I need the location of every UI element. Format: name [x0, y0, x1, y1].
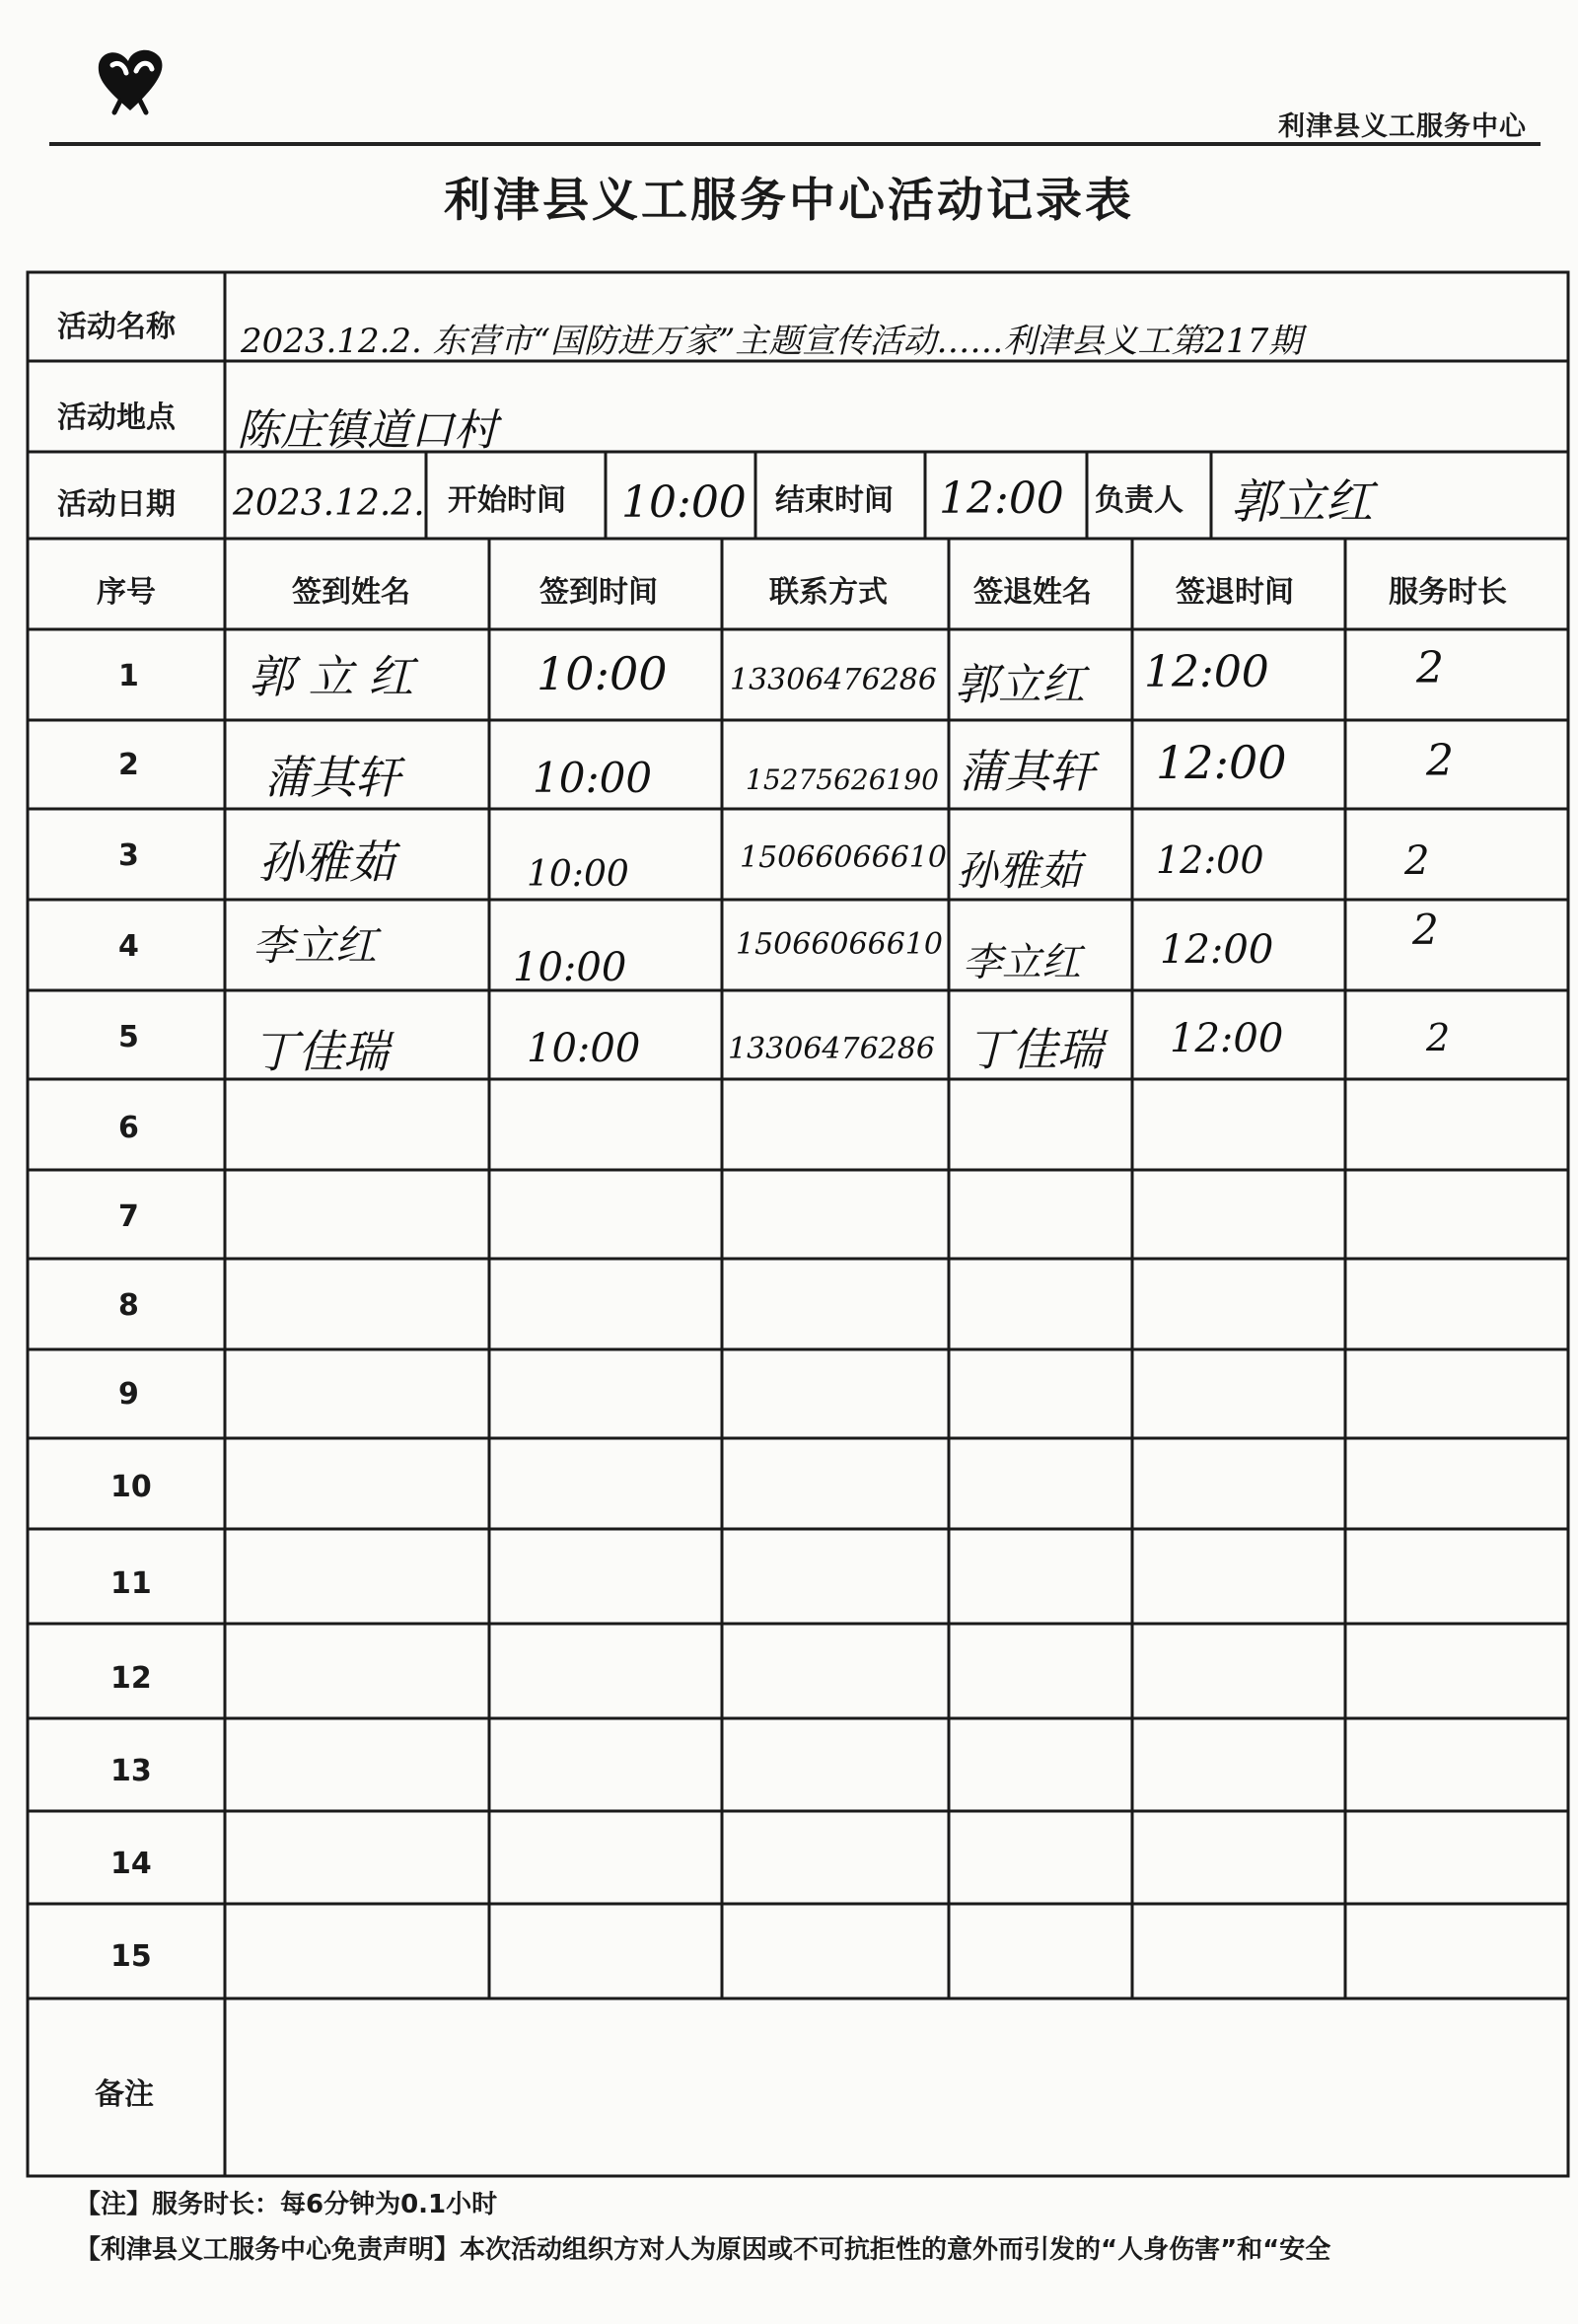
- leader-value: 郭立红: [1231, 474, 1374, 530]
- row-signin-time: 10:00: [537, 647, 668, 700]
- row-no: 13: [110, 1754, 152, 1788]
- remark-label: 备注: [95, 2077, 154, 2112]
- row-no: 3: [118, 838, 139, 873]
- row-no: 12: [110, 1661, 152, 1696]
- activity-place-value: 陈庄镇道口村: [237, 405, 497, 456]
- page-title: 利津县义工服务中心活动记录表: [444, 174, 1134, 228]
- row-signout-time: 12:00: [1156, 838, 1264, 882]
- row-signout-time: 12:00: [1160, 927, 1274, 973]
- row-signout-time: 12:00: [1156, 736, 1287, 789]
- row-phone: 15066066610: [736, 927, 943, 962]
- row-signout-name: 蒲其轩: [959, 745, 1095, 798]
- row-phone: 15066066610: [740, 840, 947, 875]
- row-signout-time: 12:00: [1170, 1016, 1284, 1061]
- row-phone: 13306476286: [730, 663, 937, 697]
- row-signin-name: 蒲其轩: [264, 751, 400, 804]
- row-signout-name: 丁佳瑞: [967, 1023, 1103, 1076]
- row-signin-time: 10:00: [513, 945, 627, 990]
- col-header-contact: 联系方式: [769, 575, 888, 610]
- row-no: 9: [118, 1377, 139, 1412]
- disclaimer-text: 【利津县义工服务中心免责声明】本次活动组织方对人为原因或不可抗拒性的意外而引发的“人身伤害”和“安全: [75, 2235, 1331, 2265]
- org-name-top: 利津县义工服务中心: [1278, 111, 1527, 142]
- start-time-label: 开始时间: [448, 483, 566, 518]
- row-hours: 2: [1416, 643, 1444, 693]
- record-table-grid: [26, 270, 1570, 2178]
- row-signin-time: 10:00: [527, 1026, 641, 1071]
- row-phone: 13306476286: [728, 1032, 935, 1066]
- heart-hands-logo-icon: [91, 41, 170, 120]
- col-header-no: 序号: [97, 575, 156, 610]
- row-hours: 2: [1412, 906, 1439, 954]
- col-header-signout-time: 签退时间: [1176, 575, 1294, 610]
- row-no: 15: [110, 1939, 152, 1974]
- activity-name-label: 活动名称: [57, 310, 176, 344]
- row-phone: 15275626190: [746, 763, 939, 796]
- col-header-signin-time: 签到时间: [539, 575, 658, 610]
- col-header-service-hours: 服务时长: [1389, 575, 1507, 610]
- footer-notes: [75, 2182, 1544, 2273]
- row-signout-name: 李立红: [963, 940, 1081, 985]
- row-no: 2: [118, 748, 139, 782]
- row-hours: 2: [1426, 1016, 1451, 1059]
- activity-name-value: 2023.12.2. 东营市“国防进万家”主题宣传活动……利津县义工第217期: [241, 322, 1303, 361]
- col-header-signout-name: 签退姓名: [973, 575, 1092, 610]
- activity-date-label: 活动日期: [57, 487, 176, 522]
- row-signin-name: 李立红: [252, 921, 378, 970]
- row-signin-time: 10:00: [533, 754, 653, 802]
- row-signin-name: 孙雅茹: [258, 835, 394, 889]
- row-signout-name: 孙雅茹: [957, 846, 1082, 895]
- row-signout-name: 郭立红: [955, 660, 1085, 710]
- service-hours-note: 【注】服务时长：每6分钟为0.1小时: [75, 2190, 498, 2219]
- end-time-value: 12:00: [939, 473, 1064, 524]
- top-divider: [49, 142, 1541, 146]
- leader-label: 负责人: [1095, 483, 1184, 518]
- row-no: 6: [118, 1111, 139, 1145]
- row-no: 10: [110, 1470, 152, 1504]
- row-signout-time: 12:00: [1144, 647, 1269, 697]
- end-time-label: 结束时间: [775, 483, 894, 518]
- row-no: 14: [110, 1847, 152, 1881]
- row-no: 1: [118, 659, 139, 693]
- row-no: 5: [118, 1020, 139, 1054]
- activity-date-value: 2023.12.2.: [233, 483, 425, 524]
- col-header-signin-name: 签到姓名: [292, 575, 410, 610]
- row-signin-name: 丁佳瑞: [252, 1025, 389, 1078]
- row-signin-time: 10:00: [527, 854, 629, 895]
- row-no: 7: [118, 1199, 139, 1234]
- row-hours: 2: [1404, 838, 1430, 884]
- row-no: 11: [110, 1566, 152, 1601]
- row-hours: 2: [1426, 736, 1454, 786]
- row-no: 4: [118, 929, 139, 964]
- row-signin-name: 郭 立 红: [249, 650, 414, 703]
- start-time-value: 10:00: [621, 477, 747, 528]
- activity-place-label: 活动地点: [57, 400, 176, 435]
- row-no: 8: [118, 1288, 139, 1323]
